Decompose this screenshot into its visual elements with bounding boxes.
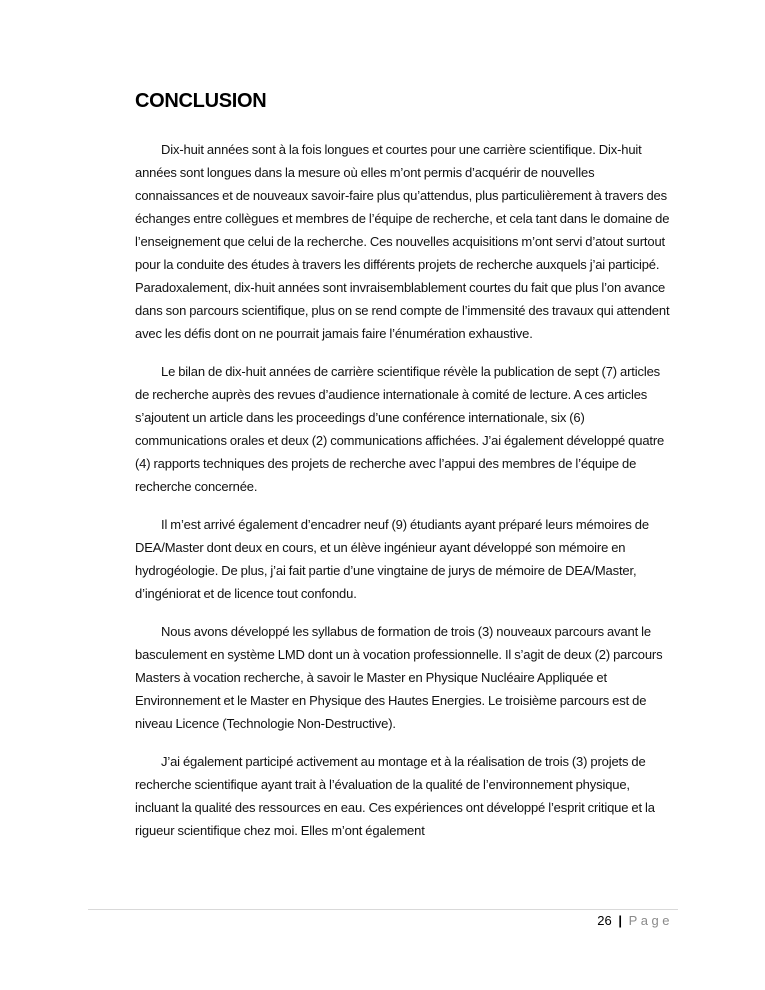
page-label: Page [628,913,673,928]
paragraph-5: J’ai également participé activement au montage et à la réalisation de trois (3) projets de recherche scientifique ayant trait à l’évaluation de la qualité de l’environnement physique, incluant la qualité des ressources en eau. Ces expériences ont développé l’esprit critique et la rigueur scientifique chez moi. Elles m’ont également [135,754,655,838]
body-text [135,138,676,857]
footer-separator: | [618,913,622,928]
page-number: 26 [597,913,612,928]
paragraph-1: Dix-huit années sont à la fois longues et courtes pour une carrière scientifique. Dix-huit années sont longues dans la mesure où elles m’ont permis d’acquérir de nouvelles connaissances et de nouveaux savoir-faire plus qu’attendus, plus particulièrement à travers des échanges entre collègues et membres de l’équipe de recherche, et cela tant dans le domaine de l’enseignement que celui de la recherche. Ces nouvelles acquisitions m’ont servi d’atout surtout pour la conduite des études à travers les différents projets de recherche auxquels j’ai participé. Paradoxalement, dix-huit années sont invraisemblablement courtes du fait que plus l’on avance dans son parcours scientifique, plus on se rend compte de l’immensité des travaux qui attendent avec les défis dont on ne pourrait jamais faire l’énumération exhaustive. [135,142,670,341]
section-heading: CONCLUSION [135,90,267,112]
paragraph-4: Nous avons développé les syllabus de formation de trois (3) nouveaux parcours avant le basculement en système LMD dont un à vocation professionnelle. Il s’agit de deux (2) parcours Masters à vocation recherche, à savoir le Master en Physique Nucléaire Appliquée et Environnement et le Master en Physique des Hautes Energies. Le troisième parcours est de niveau Licence (Technologie Non-Destructive). [135,624,663,731]
paragraph-3: Il m’est arrivé également d’encadrer neuf (9) étudiants ayant préparé leurs mémoires de DEA/Master dont deux en cours, et un élève ingénieur ayant développé son mémoire en hydrogéologie. De plus, j’ai fait partie d’une vingtaine de jurys de mémoire de DEA/Master, d’ingéniorat et de licence tout confondu. [135,517,649,601]
paragraph-2: Le bilan de dix-huit années de carrière scientifique révèle la publication de sept (7) articles de recherche auprès des revues d’audience internationale à comité de lecture. A ces articles s’ajoutent un article dans les proceedings d’une conférence internationale, six (6) communications orales et deux (2) communications affichées. J’ai également développé quatre (4) rapports techniques des projets de recherche avec l’appui des membres de l’équipe de recherche concernée. [135,364,665,494]
footer-divider [88,909,678,910]
page-footer [597,912,673,930]
